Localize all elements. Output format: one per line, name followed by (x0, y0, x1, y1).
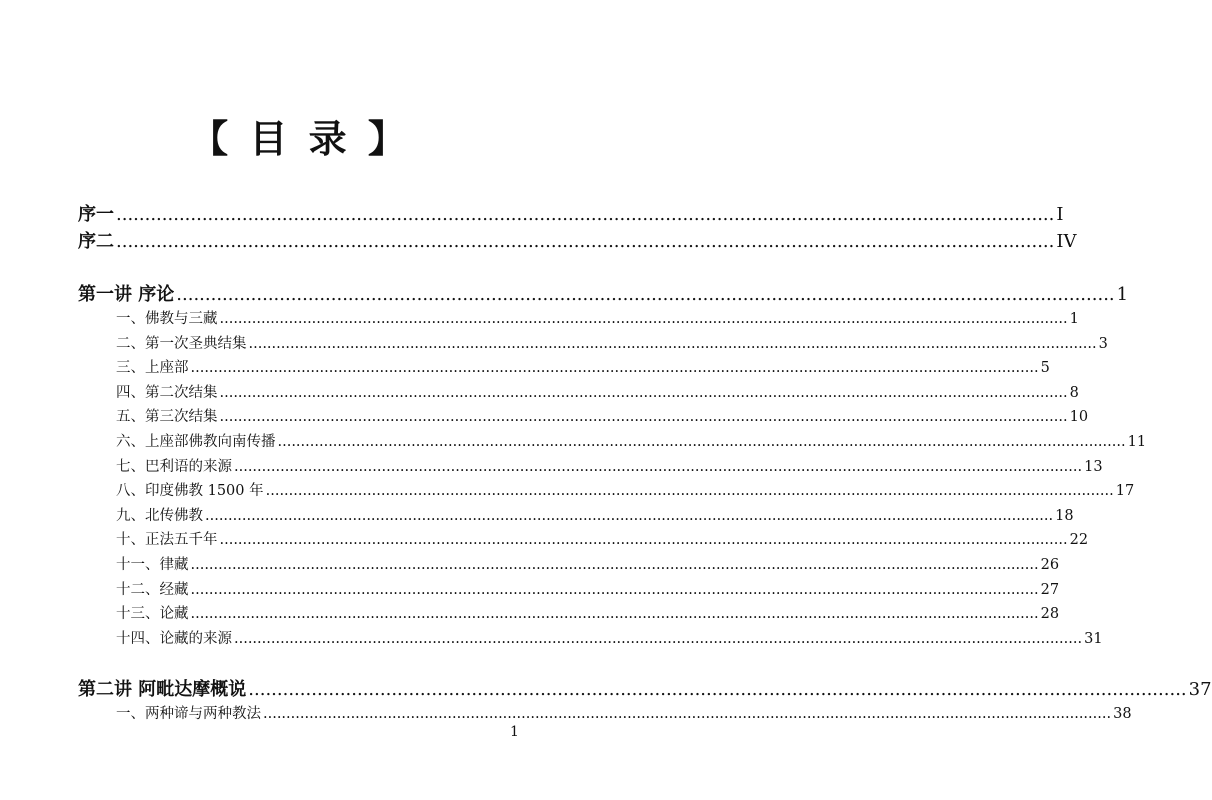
toc-entry-preface-2[interactable] (78, 227, 1077, 254)
toc-entry-section[interactable] (78, 455, 1103, 480)
leader-dots: ........................................................................................................................................................................................ (265, 483, 1114, 500)
toc-entry-label: 第一讲 序论 (78, 284, 175, 305)
toc-entry-label: 十三、论藏 (116, 606, 189, 623)
toc-entry-page: 38 (1113, 706, 1132, 722)
page-number: 1 (510, 724, 519, 740)
toc-entry-preface-1[interactable] (78, 200, 1064, 227)
toc-entry-label: 二、第一次圣典结集 (116, 335, 247, 352)
toc-entry-page: IV (1056, 231, 1077, 252)
toc-chapter-2-group (78, 675, 1212, 727)
leader-dots: ........................................................................................................................................................................................ (234, 458, 1083, 475)
toc-entry-label: 八、印度佛教 1500 年 (116, 483, 264, 500)
toc-entry-label: 十二、经藏 (116, 581, 189, 598)
toc-entry-label: 十一、律藏 (116, 556, 189, 573)
toc-entry-label: 三、上座部 (116, 360, 189, 377)
toc-entry-page: 27 (1040, 581, 1060, 598)
toc-entry-page: 10 (1069, 409, 1089, 426)
toc-entry-chapter-2[interactable] (78, 675, 1212, 702)
toc-entry-section[interactable] (78, 702, 1132, 727)
toc-entry-page: 1 (1069, 311, 1079, 327)
toc-entry-label: 序一 (78, 204, 114, 225)
toc-entry-page: 8 (1069, 384, 1079, 401)
leader-dots: ........................................................................................................................................................................................ (190, 606, 1039, 623)
toc-entry-page: 28 (1040, 606, 1060, 623)
toc-entry-section[interactable] (78, 307, 1079, 332)
toc-entry-section[interactable] (78, 578, 1060, 603)
leader-dots: ........................................................................................................................................................................................ (190, 360, 1039, 377)
toc-entry-page: 5 (1040, 360, 1050, 377)
toc-entry-section[interactable] (78, 430, 1147, 455)
toc-entry-label: 四、第二次结集 (116, 384, 218, 401)
leader-dots: ........................................................................................................................................................................................ (219, 384, 1068, 401)
toc-entry-chapter-1[interactable] (78, 280, 1129, 307)
toc-entry-page: I (1056, 204, 1064, 225)
toc-entry-label: 十、正法五千年 (116, 532, 218, 549)
leader-dots: .................................................................................................................................................................... (248, 679, 1187, 700)
toc-entry-section[interactable] (78, 332, 1108, 357)
leader-dots: ........................................................................................................................................................................................ (219, 532, 1068, 549)
toc-entry-section[interactable] (78, 553, 1060, 578)
leader-dots: ........................................................................................................................................................................................ (190, 581, 1039, 598)
toc-entry-section[interactable] (78, 627, 1103, 652)
toc-entry-label: 第二讲 阿毗达摩概说 (78, 679, 247, 700)
toc-entry-label: 六、上座部佛教向南传播 (116, 433, 276, 450)
toc-entry-label: 序二 (78, 231, 114, 252)
toc-entry-page: 18 (1055, 507, 1074, 524)
toc-entry-section[interactable] (78, 381, 1079, 406)
leader-dots: .................................................................................................................................................................... (116, 231, 1055, 252)
leader-dots: .................................................................................................................................................................... (176, 284, 1115, 305)
leader-dots: ........................................................................................................................................................................................ (248, 335, 1097, 352)
toc-entry-page: 31 (1084, 630, 1103, 647)
toc-preface-group (78, 200, 1077, 254)
toc-entry-section[interactable] (78, 528, 1089, 553)
toc-entry-page: 17 (1115, 483, 1135, 500)
leader-dots: ........................................................................................................................................................................................ (234, 630, 1083, 647)
toc-entry-page: 1 (1116, 284, 1129, 305)
leader-dots: ........................................................................................................................................................................................ (219, 311, 1068, 327)
toc-entry-page: 3 (1098, 335, 1108, 352)
toc-entry-page: 22 (1069, 532, 1089, 549)
toc-entry-section[interactable] (78, 405, 1089, 430)
toc-entry-section[interactable] (78, 356, 1050, 381)
toc-entry-label: 一、佛教与三藏 (116, 311, 218, 327)
leader-dots: .................................................................................................................................................................... (116, 204, 1055, 225)
toc-entry-label: 五、第三次结集 (116, 409, 218, 426)
toc-entry-label: 十四、论藏的来源 (116, 630, 232, 647)
toc-entry-label: 九、北传佛教 (116, 507, 203, 524)
toc-entry-label: 七、巴利语的来源 (116, 458, 232, 475)
toc-entry-section[interactable] (78, 602, 1060, 627)
toc-entry-section[interactable] (78, 504, 1074, 529)
toc-entry-page: 26 (1040, 556, 1060, 573)
page-title: 【 目 录 】 (190, 117, 410, 161)
leader-dots: ........................................................................................................................................................................................ (277, 433, 1126, 450)
toc-entry-page: 37 (1188, 679, 1212, 700)
leader-dots: ........................................................................................................................................................................................ (205, 507, 1054, 524)
toc-entry-page: 13 (1084, 458, 1103, 475)
toc-entry-page: 11 (1127, 433, 1147, 450)
leader-dots: ........................................................................................................................................................................................ (190, 556, 1039, 573)
leader-dots: ........................................................................................................................................................................................ (263, 706, 1112, 722)
toc-chapter-1-group (78, 280, 1147, 651)
toc-entry-section[interactable] (78, 479, 1135, 504)
leader-dots: ........................................................................................................................................................................................ (219, 409, 1068, 426)
toc-entry-label: 一、两种谛与两种教法 (116, 706, 261, 722)
